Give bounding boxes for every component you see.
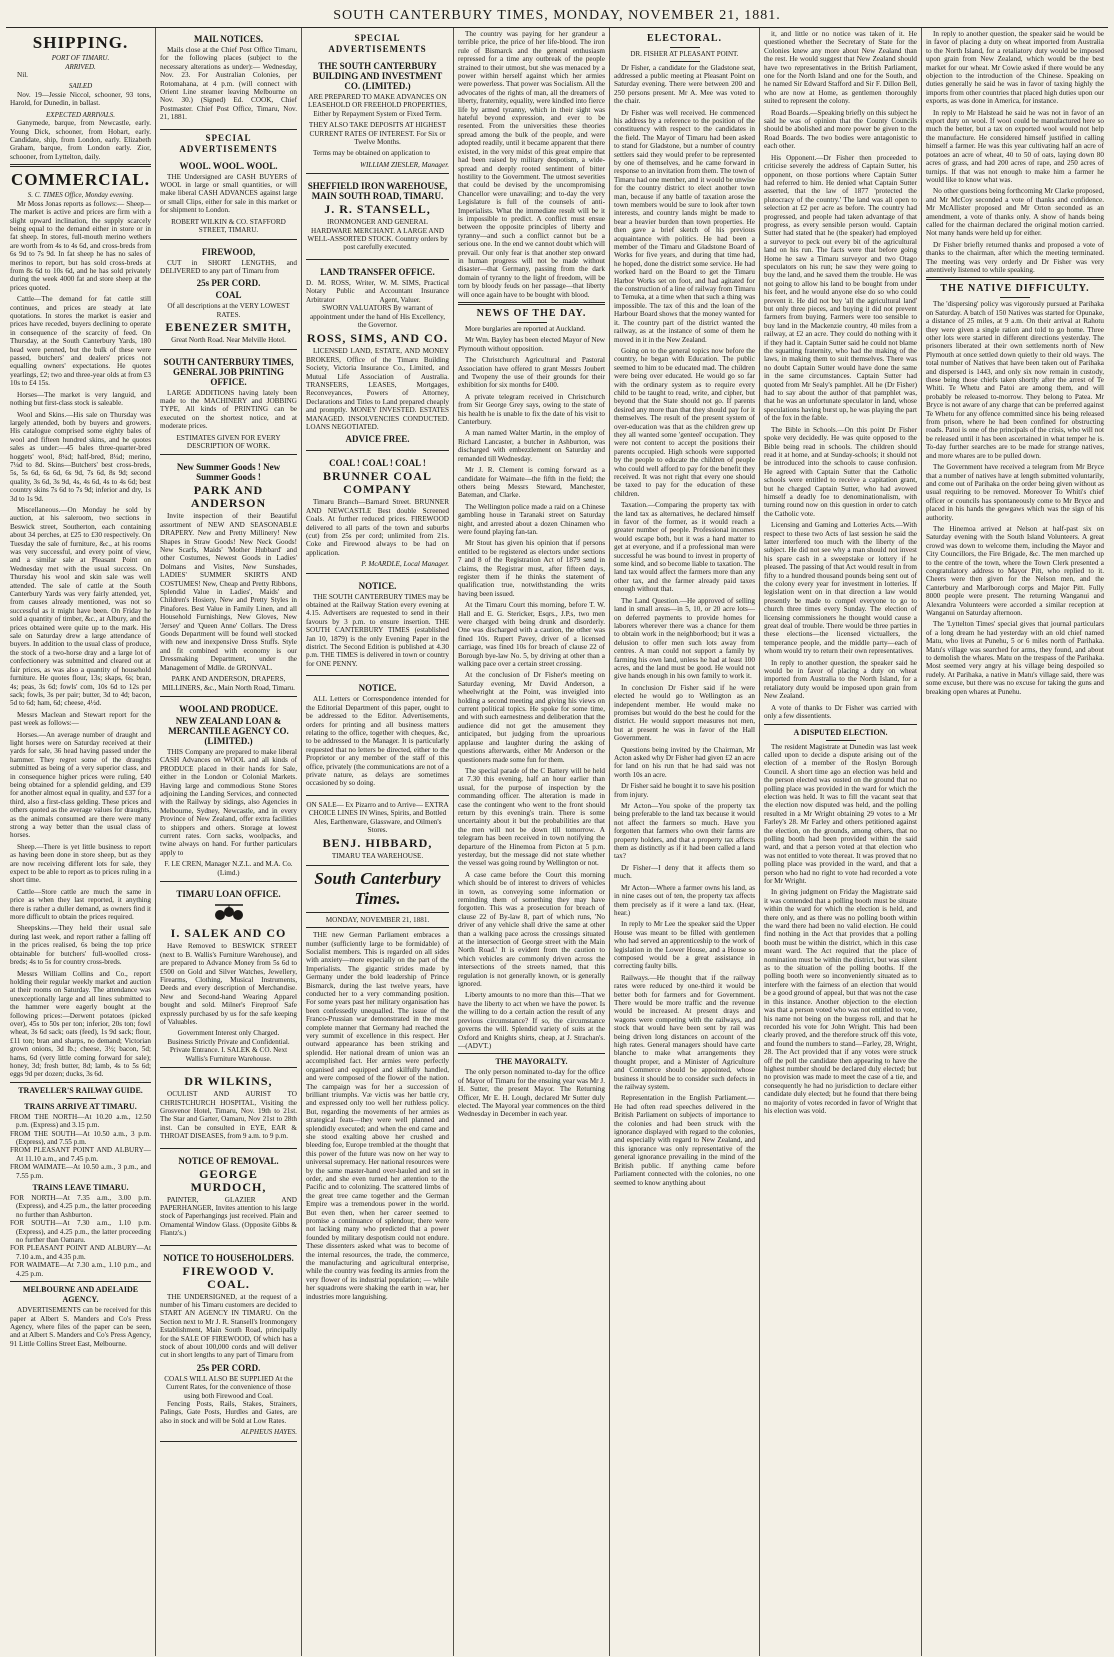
commercial-para: Miscellaneous.—On Monday he sold by auction, at his saleroom, two sections in Beswick street, Southerton, each containing about 34 perches, at £25 to £30 respectively. On Tuesday the sale of furniture, &c., at his rooms was very successful, and every point of view, and a similar sale at Pleasant Point on Wednesday met with the usual success. On Thursday his wool and skin sale was well attended. The sale of cattle at the South Canterbury Yards was very fairly attended, yet, from causes already mentioned, was not so successful as it might have been. On Friday he sold a quantity of timber, &c., at Albury, and the prices obtained were quite up to the mark. His sale on Saturday drew a large attendance of buyers. In addition to the usual class of produce, the stock of a two-horse dray and a large lot of confectionery was submitted and cleared out at fair prices, as was also a quantity of household furniture. He quotes flour, 13s; skaps, 6s; bran, 4s; peas, 3s 6d; fowls' com, 10s 6d to 12s per sack; fowls, 3s per pair; butter, 3d to 4d; bacon, 5d to 6d; ham, 6d; cheese, 4½d. bbox=[10, 505, 151, 708]
electoral-para: The Bible in Schools.—On this point Dr Fisher spoke very decidedly. He was quite opposed to the Bible being read in schools. The children should read it at home, and at Sunday-schools; it should not be introduced into the schools to cause confusion. He agreed with Captain Sutter that the Catholic schools were entitled to receive a capitation grant, but he charged Captain Sutter, who had avowed himself a deadly foe to denominationalism, with turning round now on this question in order to catch the Catholic vote. bbox=[764, 425, 917, 518]
expected-text: Ganymede, barque, from Newcastle, early. Young Dick, schooner, from Hobart, early. Candidate, ship, from London, early. Elizabeth Graham, barque, from London early. Zior, schooner, from Lyttelton, daily. bbox=[10, 119, 151, 161]
leave-line: FOR WAIMATE—At 7.30 a.m., 1.10 p.m., and 4.25 p.m. bbox=[10, 1261, 151, 1278]
sheffield-title: SHEFFIELD IRON WAREHOUSE, MAIN SOUTH ROAD, TIMARU. bbox=[307, 181, 448, 202]
sailed-label: SAILED bbox=[68, 82, 93, 91]
deposits-text: THEY ALSO TAKE DEPOSITS AT HIGHEST CURRENT RATES OF INTEREST. For Six or Twelve Months. bbox=[308, 121, 447, 147]
columns bbox=[6, 28, 1108, 1656]
disputed-para: The resident Magistrate at Dunedin was last week called upon to decide a dispute arising out of the election of a member of the Roslyn Borough Council. A short time ago an election was held and the person elected was ousted on the ground that no polling place was provided in the ward for which the election was held. It was to fill the vacant seat that the election now disputed was held, and the polling resulted in a Mr Wright obtaining 29 votes to a Mr Farley's 28. Mr Farley and others petitioned against the election, on the grounds, among others, that no polling booth had been provided within the said ward, and that a person voted at that election who was not entitled to vote thereat. It was proved that no polling place was provided in the ward, and that a person who had no right to vote had recorded a vote for Mr Wright. bbox=[764, 742, 917, 885]
divider bbox=[306, 912, 449, 913]
ebenezer-name: EBENEZER SMITH, bbox=[165, 320, 292, 335]
coal-title: COAL ! COAL ! COAL ! bbox=[329, 458, 426, 469]
news-para: Liberty amounts to no more than this—That we have the liberty to act when we have the power. Is the willing to do a certain action the result of any previous circumstance? If so, the circumstance governs the will. Splendid variety of suits at the Oxford and Knights shirts, cheap, at J. Strachan's.—(ADVT.) bbox=[458, 991, 605, 1050]
news-para: The Wellington police made a raid on a Chinese gambling house in Taranaki street on Saturday night, and arrested about a dozen Chinamen who were found playing fan-tan. bbox=[458, 502, 605, 536]
divider bbox=[306, 927, 449, 928]
melbourne-title: MELBOURNE AND ADELAIDE AGENCY. bbox=[22, 1285, 139, 1305]
electoral-para: Mr Acton—Where a farmer owns his land, as in nine cases out of ten, the property tax affects them precisely as if it were a land tax. (Hear, hear.) bbox=[614, 883, 755, 917]
divider bbox=[458, 1053, 605, 1054]
electoral-para: it, and little or no notice was taken of it. He questioned whether the Secretary of State for the Colonies knew any more about New Zealand than the rest. He would suggest that New Zealand should have two representatives in the British Parliament, one for the North Island and one for the South, and he named Sir Edward Stafford and Sir F. Dillon Bell, who are now at Home, as gentlemen thoroughly suited to represent the colony. bbox=[764, 30, 917, 106]
coal-text: Of all descriptions at the VERY LOWEST RATES. bbox=[167, 302, 290, 319]
notice-title: NOTICE. bbox=[358, 580, 397, 591]
wilkins-text: OCULIST AND AURIST TO CHRISTCHURCH HOSPITAL, Visiting the Grosvenor Hotel, Timaru, Nov. 19th to 21st. The Star and Garter, Oamaru, Nov 21st to 28th inst. Can be consulted in EYE, EAR & THROAT DISEASES, from 9 a.m. to 9 p.m. bbox=[160, 1090, 297, 1141]
valuers-text: SWORN VALUATORS By warrant of appointment under the hand of His Excellency, the Governor. bbox=[309, 304, 446, 329]
commercial-para: Wool and Skins.—His sale on Thursday was largely attended, both by buyers and growers. His catalogue comprised some eighty bales of wool and fifteen hundred skins, and he quotes sales as under:—45 bales three-quarter-bred hoggets' wool, 8¼d; half-bred, 8¼d; merino, 7¼d to 8d. Skins—Butchers' best cross-breds, 5s, 5s 6d, 6s 6d, 6s 9d, 7s 6d, 8s 9d; second quality, 3s 6d, 3s 9d, 4s, 4s 6d, 4s to 4s 6d; best country skins 7s 6d to 7s 9d; inferior and dry, 1s 3d to 1s 9d. bbox=[10, 410, 151, 503]
divider bbox=[1000, 297, 1030, 298]
building-text: ARE PREPARED TO MAKE ADVANCES ON LEASEHOLD OR FREEHOLD PROPERTIES, Either by Repayment System or Fixed Term. bbox=[308, 93, 447, 118]
news-para: Mr Stout has given his opinion that if persons entitled to be registered as electors under sections 7 and 8 of the Registration Act of 1879 send in claims, the Registrar must, after fifteen days, register them if he thinks the statement of qualification true, notwithstanding the writs having been issued. bbox=[458, 539, 605, 598]
arrive-line: FROM THE SOUTH—At 10.50 a.m., 3 p.m. (Express), and 7.55 p.m. bbox=[10, 1129, 151, 1146]
fisher-title: DR. FISHER AT PLEASANT POINT. bbox=[630, 50, 739, 58]
commercial-para: Messrs Maclean and Stewart report for the past week as follows:— bbox=[10, 710, 151, 728]
electoral-para: Licensing and Gaming and Lotteries Acts.—With respect to these two Acts of last session he said the latter interfered too much with the liberty of the subject. He did not see why a man should not invest his spare cash in a sweepstake or lottery if he pleased. The passing of that Act would result in from fifty to a hundred thousand pounds being sent out of the colony every year for investment in lotteries. If legislation went on in that direction a law would presently be made to compel everyone to go to church three times every Sunday. The election of licensing commissioners he thought would cause a great deal of trouble. There would be three parties in these elections—the licensed victuallers, the temperance people, and the middle party—each of whom would try to return their own representatives. bbox=[764, 521, 917, 656]
commercial-body bbox=[10, 200, 151, 1079]
brunner-name: BRUNNER COAL COMPANY bbox=[322, 469, 432, 497]
native-title: THE NATIVE DIFFICULTY. bbox=[940, 283, 1090, 295]
native-para: The 'dispersing' policy was vigorously pursued at Parihaka on Saturday. A batch of 150 Natives was started for Opunake, a distance of 25 miles, at 9 a.m. On their arrival at Rahotu they were given a single ration and told to go home. Three other lots were started in different directions yesterday. The prisoners liberated at their own settlements north of New Plymouth at once settled down quietly to their old ways. The total number of Natives that have been taken out of Parihaka and dispersed is 1443, and only six now remain in custody, these being those chiefs taken shortly after the arrest of Te Whiti. Te Whetu and Patoi are among them, and will probably be released to-morrow. They belong to Patea. Mr Bryce is not aware of any charge that can be preferred against Te Whetu for any offence committed since his being released from prison, where he had been confined for obstructing roads. Patoi is one of the principals of the crisis, who will not be released until it has been ascertained in what temper he is. To-day further searches are to be made for strange natives, and more whares are to be pulled down. bbox=[926, 300, 1104, 460]
special-ads-title: SPECIAL ADVERTISEMENTS bbox=[328, 33, 427, 54]
removal-title: NOTICE OF REMOVAL. bbox=[178, 1155, 279, 1166]
electoral-para: In reply to Mr Lee the speaker said the Upper House was meant to be filled with gentlemen who had served an apprenticeship to the work of legislation in the Lower House, and a House so composed would be a great assistance in correcting faulty bills. bbox=[614, 920, 755, 971]
commercial-para: Messrs William Collins and Co., report holding their regular weekly market and auction at their rooms on Saturday. The attendance was unexceptionally large and all lines submitted to the hammer were eagerly bought at the following prices:—Derwent potatoes (picked over), 45s to 50s per ton; inferior, 20s ton; fowl wheat, 3s 6d sack; oats (feed), 1s 9d sack; flour, £11 ton; bran and sharps, no demand; Victorian grown onions, 3d lb.; cheese, 3½; bacon, 5d; hams, 6d (very little coming forward for sale); honey, 3d; fresh butter, 8d; lamb, 4s to 5s 6d; eggs 9d per dozen; ducks, 3s 6d. bbox=[10, 969, 151, 1079]
wool-text: THE Undersigned are CASH BUYERS of WOOL in large or small quantities, or will make liberal CASH ADVANCES against large or small Clips, either for sale in this market or for shipment to London. bbox=[160, 172, 297, 215]
arrived-label: ARRIVED. bbox=[65, 62, 96, 71]
electoral-para: Questions being invited by the Chairman, Mr Acton asked why Dr Fisher had given £2 an acre for land on his run that he had said was not worth 10s an acre. bbox=[614, 745, 755, 779]
ross-text: LICENSED LAND, ESTATE, AND MONEY BROKERS, Office of the Timaru Building Society, Victoria Insurance Co., Limited, and Mutual Life Association of Australia. TRANSFERS, LEASES, Mortgages, Reconveyances, Powers of Attorney, Declarations and Titles to Land prepared cheaply and promptly. MONEY INVESTED. ESTATES MANAGED. INSOLVENCIES CONDUCTED. LOANS NEGOTIATED. bbox=[306, 347, 449, 431]
divider bbox=[10, 1281, 151, 1282]
nzloan-title: NEW ZEALAND LOAN & MERCANTILE AGENCY CO. (LIMITED.) bbox=[168, 715, 289, 746]
electoral-para: No other questions being forthcoming Mr Clarke proposed, and Mr McCoy seconded a vote of thanks and confidence. Mr McAllister proposed and Mr Orton seconded as an amendment, a vote of thanks only. A show of hands being called for the chairman declared the original motion carried. Not many hands were held up for either. bbox=[926, 187, 1104, 238]
sailed-text: Nov. 19—Jessie Niccol, schooner, 93 tons, Harold, for Dunedin, in ballast. bbox=[10, 90, 151, 108]
stansell-name: J. R. STANSELL, bbox=[324, 202, 431, 217]
news-para: A private telegram received in Christchurch from Sir George Grey says, owing to the state of his health he is unable to fix the date of his visit to Canterbury. bbox=[458, 392, 605, 427]
native-para: The 'Lyttelton Times' special gives that journal particulars of a long dream he had yesterday with an old chief named Matu, who lives at Punehu, 5 or 6 miles north of Parihaka. Matu's village was searched for arms, they found, and about to demolish the whares. Matu on the trespass of the Parihaka. Most seemed very angry at his village being despoiled so rudely. At Parihaka, a native in Matu's village said, there was some excuse, but there was no excuse for taking the guns and breaking open whares at Punehu. bbox=[926, 620, 1104, 696]
ebenezer-addr: Great North Road. Near Melville Hotel. bbox=[171, 336, 286, 345]
commercial-office: S. C. TIMES Office, Monday evening. bbox=[27, 191, 134, 200]
column-6 bbox=[760, 28, 922, 1656]
firewood2-text: THE UNDERSIGNED, at the request of a number of his Timaru customers are decided to START AN AGENCY IN TIMARU. On the Section next to Mr J. R. Stansell's Ironmongery Establishment, Main South Road, principally for the SALE OF FIREWOOD, Of which has a stock of about 100,000 cords and will deliver cut in short lengths to any part of Timaru from bbox=[160, 1292, 297, 1360]
land-transfer-right: W. M. SIMS, Practical Accountant Insurance Agent, Valuer. bbox=[379, 278, 449, 304]
salek-text: Have Removed to BESWICK STREET (next to B. Wallis's Furniture Warehouse), and are prepared to Advance Money from 5s 6d to £500 on Gold and Silver Watches, Jewellery, Firearms, Clothing, Musical Instruments, Deeds and every description of Merchandise. New and Second-hand Wearing Apparel bought and sold. Milner's Fireproof Safe expressly purchased by us for the safe keeping of Valuables. bbox=[160, 942, 297, 1027]
land-transfer-title: LAND TRANSFER OFFICE. bbox=[320, 266, 435, 277]
electoral-para: The Land Question.—He approved of selling land in small areas—in 5, 10, or 20 acre lots—on deferred payments to provide homes for laborers wherever there was a chance for them to obtain work in the neighborhood; but it was a delusion to offer men such lots away from centres. A man could not support a family by farming his own land, unless he had at least 100 acres, and the land must be good. He would not give hands enough in his own family to work it. bbox=[614, 596, 755, 681]
arrive-title: TRAINS ARRIVE AT TIMARU. bbox=[24, 1101, 137, 1111]
electoral-para: Dr Fisher was well received. He commenced his address by a reference to the position of the constituency with respect to the candidates in the field. The Mayor of Timaru had been asked to stand for Gladstone, but a number of country settlers said they would prefer to be represented by one of themselves, and he came forward in response to an invitation from them. The town of Timaru had one member, and it would be unwise for the country district to elect another town man, because if any battle of taxation arose the town members would be sure to look after town interests, and country lands might be made to bear a heavier burden than town properties. He then gave a brief sketch of his previous acquaintance with politics. He had been a member of the Timaru and Gladstone Board of Works for five years, and during that time had, he hoped, done the district some service. He had worked hard on the Board to get the Timaru Harbor Works set on foot, and had agitated for the construction of a line of railway from Timaru to Temuka, at a time when that such a thing was impossible. The tax of this and the loan of the Harbour Board shows that the money wanted for it. The country part of the district wanted the railway, as at the instance of some of them he moved in it in the New Zealand. bbox=[614, 108, 755, 344]
salek-interest: Government Interest only Charged. bbox=[177, 1029, 280, 1038]
park-text: Invite inspection of their Beautiful assortment of NEW AND SEASONABLE DRAPERY. New and Pretty Millinery! New Shapes in Straw Goods! New Neck Goods! New Scarfs, Maids' 'Mother Hubbard' and other Costumes, Newest Goods in Ladies' Dolmans and Visites, New Sunshades, LADIES' SUMMER SKIRTS AND COSTUMES! New, Cheap and Pretty Ribbons, Splendid Value in Ladies', Maids' and Children's Hosiery, New and Pretty Styles in Pinafores. Best Value in Family Linen, and all Household Furnishings, New Gloves, New 'Jersey' and 'Queen Anne' Collars. The Dress Goods Department will be found well stocked with new and inexpensive Dress Stuffs. Style and fit combined with economy is our Dressmaking Department, under the Management of Mdlle. de GRONVAL. bbox=[160, 512, 297, 672]
firewood-price: 25s PER CORD. bbox=[196, 278, 261, 289]
column-7 bbox=[922, 28, 1108, 1656]
notice2-ad bbox=[306, 679, 449, 795]
paper-title: South Canterbury Times. bbox=[314, 868, 441, 908]
building-sign: WILLIAM ZIESLER, Manager. bbox=[359, 160, 449, 169]
electoral-para: A vote of thanks to Dr Fisher was carried with only a few dissentients. bbox=[764, 703, 917, 721]
commercial-para: Cattle—The demand for fat cattle still continues, and prices are steady at late quotations. In stores the market is easier and prices have receded, buyers declining to operate in consequence of the scarcity of feed. On Thursday, at the South Canterbury Yards, 180 head were penned, but the bulk of these were passed, butchers' and dealers' prices not equalling owners' expectations. He quotes yearlings, £2; two and three-year olds at from £3 10s to £4 15s. bbox=[10, 295, 151, 388]
wool-sign: ROBERT WILKIN & CO. STAFFORD STREET, TIMARU. bbox=[171, 217, 286, 235]
mayoralty-text: The only person nominated to-day for the office of Mayor of Timaru for the ensuing year was Mr J. H. Sutter, the present Mayor. The Returning Officer, Mr E. H. Lough, declared Mr Sutter duly elected. The Mayoral year commences on the third Wednesday in December in each year. bbox=[458, 1068, 605, 1119]
electoral-para: Representation in the English Parliament.—He had often read speeches delivered in the British Parliament on subjects of importance to the colonies and had been struck with the ignorance displayed with regard to the colonies, and especially with regard to New Zealand, and this ignorance was only representative of the general ignorance prevailing in the mind of the British public. If anything came before Parliament connected with the colonies, no one seemed to know anything about bbox=[614, 1094, 755, 1187]
commercial-para: Cattle—Store cattle are much the same in price as when they last reported, it anything there is rather a duller demand, as owners find it more difficult to obtain the prices required. bbox=[10, 887, 151, 922]
building-society-ad bbox=[306, 57, 449, 174]
divider bbox=[458, 302, 605, 305]
hayes-ad bbox=[160, 1249, 297, 1442]
firewood2-coal: COALS WILL ALSO BE SUPPLIED At the Current Rates, for the convenience of those using both Firewood and Coal. bbox=[164, 1374, 293, 1400]
hibbard-ad bbox=[306, 799, 449, 866]
divider bbox=[764, 724, 917, 725]
electoral-title: ELECTORAL. bbox=[646, 33, 723, 44]
commercial-title: COMMERCIAL. bbox=[11, 170, 150, 190]
hibbard-name: BENJ. HIBBARD, bbox=[322, 836, 433, 851]
commercial-para: Sheepskins.—They held their usual sale during last week, and report rather a falling off in the prices realised, 6s being the top price obtainable for butchers' full-woolled cross-breds; 4s to 5s for country cross-breds. bbox=[10, 924, 151, 967]
expected-label: EXPECTED ARRIVALS. bbox=[46, 110, 115, 119]
column-3 bbox=[302, 28, 454, 1656]
mail-notices-ad bbox=[160, 30, 297, 130]
stansell-ad bbox=[306, 177, 449, 260]
notice-ad bbox=[306, 577, 449, 677]
shipping-title: SHIPPING. bbox=[32, 33, 129, 52]
salek-ad bbox=[160, 885, 297, 1068]
commercial-para: Sheep.—There is yet little business to report as having been done in store sheep, but as they are now receiving different lots for sale, they expect to be able to report as to prices ruling in a short time. bbox=[10, 842, 151, 885]
news-para: The special parade of the C Battery will be held at 7.30 this evening, half an hour earlier than usual, for the purpose of inspection by the commanding officer. The alteration is made in case the contingent who went to the front should return by this evening's train. There is some uncertainty about it but the probabilities are that the men will not be down till tomorrow. A telegram has been received in town notifying the departure of the Hinemoa from Picton at 5 p.m. yesterday, but the message did not state whether the vessel was going round by Wellington or not. bbox=[458, 766, 605, 868]
printing-ad bbox=[160, 353, 297, 456]
nzloan-text: THIS Company are prepared to make liberal CASH Advances on WOOL and all kinds of PRODUCE placed in their hands for Sale, either in the London or Colonial Markets. Having large and commodious Stone Stores adjoining the Landing Services, and connected with the Railway by sidings, also Agencies in Melbourne, Sydney, Newcastle, and in every Province of New Zealand, offer extra facilities to shippers and others. Storage at lowest current rates. Corn sacks, woolpacks, and twine always on hand. For further particulars apply to bbox=[160, 747, 297, 857]
editorial-para: The country was paying for her grandeur a terrible price, the price of her life-blood. The iron rule of Bismarck and the general enthusiasm repressed for a time any outbreak of the people strained to their utmost, but she was menaced by a power within herself against which her armies were powerless. That power was Socialism. All the advocates of the rights of man, all the dreamers of liberty, fraternity, equality, were kindled into fierce life by armed tyranny, which in their sight was hateful beyond expression, and ever to be resented. From the universities these theories spread among the bulk of the people, and were adopted readily, until it became apparent that there existed, in the very midst of this great empire that had been raised by military despotism, a wide-spread and deeply rooted sentiment of bitter hostility to the Government. The utmost severities that could be devised by the uncompromising Chancellor were unavailing; and to-day the very Legislature is full of the counsels of anti-Imperialists. What the immediate result will be it is impossible to predict. A conflict must ensue between the opposite principles of liberty and tyranny—and such a conflict cannot but be a serious one. In the end we cannot doubt which will prevail. Our only fear is that another step onward in human progress will not be made without disaster—that Germany, passing from the dark domain of tyranny to the light of freedom, will be torn by bloody feuds on her passage—that liberty will once again have to be bought with blood. bbox=[458, 30, 605, 299]
electoral-para: Dr Fisher said he bought it to save his position from injury. bbox=[614, 782, 755, 799]
news-para: A case came before the Court this morning which should be of interest to drivers of vehicles in town, as conveying some information or reminding them of something they may have forgotten. This was a prosecution for breach of clause 22 of By-law 8, part of which runs, 'No driver of any vehicle shall drive the same at other than a walking pace across the crossings situated at the intersection of George street with the Main North Road.' It is evident from the caution to which vehicles are commonly driven across the intersections of the streets named, that this regulation is not generally known, or is generally ignored. bbox=[458, 870, 605, 989]
column-5 bbox=[610, 28, 760, 1656]
news-para: The Christchurch Agricultural and Pastoral Association have offered to grant Messrs Joubert and Twopeny the use of their grounds for their exhibition for six months for £400. bbox=[458, 356, 605, 390]
editorial-para: THE new German Parliament embraces a number (sufficiently large to be formidable) of Socialist members. This is regarded on all sides with anxiety—more especially on the part of the Imperialists. The gigantic strides made by Germany under the bold leadership of Prince Bismarck, during the last twelve years, have conducted her to a very commanding position. For some years past her military organisation has been confessedly unequalled. The issue of the Franco-Prussian war demonstrated in the most complete manner that Germany had reached the very summit of excellence in this respect. Her outward appearance has been striking and splendid. Her national dream of union was an accomplished fact. Her armies were perfectly organised and equipped and skilfully handled, and were composed of the flower of the nation. The campaign was for her a succession of brilliant triumphs. Væ victis was her battle cry, and expressed only too well her ruthless policy. But, regarding the movements of her armies as strategical feats—they were well planned and splendidly executed; and when the end came and she stood exalting above her crushed and bleeding foe, Europe trembled at the thought that this power of the future was now on her way to universal supremacy. Her national resources were by the same master-hand over-hauled and set in order, and she even turned her attention to the Pacific and to colonizing. The scattered limbs of the great tree came together and the German Empire was a tremendous power in the world. But even then, when her career seemed to promise a continuance of splendour, there were not lacking many who predicted that a power founded by military despotism could not endure. These dissenters asked what was to become of the internal resources, the trade, the commerce, the manufacturing and agricultural enterprise, while the country was feeding its armies from the very flower of its industrial population; — while her squadrons were shaking the earth in war, her industries more languishing. bbox=[306, 931, 449, 1301]
printing-text: LARGE ADDITIONS having lately been made to the MACHINERY and JOBBING TYPE, All kinds of PRINTING can be executed on the shortest notice, and at moderate prices. bbox=[160, 388, 297, 431]
wool-head: WOOL. WOOL. WOOL. bbox=[179, 160, 278, 171]
port-title: PORT OF TIMARU. bbox=[51, 54, 110, 62]
electoral-para: His Opponent.—Dr Fisher then proceeded to criticise severely the address of Captain Sutter, his opponent, on those portions where Captain Sutter had referred to him. He denied what Captain Sutter asserted, that the law of 1877 'protected the plutocracy of the country.' The land was all open to selection at £2 per acre as before. The country had progressed, and people had taken advantage of that progress, as every sensible person would. Captain Sutter had stated that he (the speaker) had employed a surveyor to peck out every bit of the agricultural land on his run. The facts were that before going Home he saw a Timaru surveyor and two Otago speculators on his run; he saw they were going to buy the land, and he saved them the trouble. He was not going to allow his land to be bought from under his feet, and he would anyone else do so who could prevent it. He did not buy 'all the agricultural land' but only three pieces, and buying it did not prevent farmers from buying. Farmers were too sensible to buy land in the Mackenzie country, 40 miles from a railway, at £2 an acre. They could do nothing with it if they had it. Captain Sutter said he could not blame the squatting fraternity, who had the making of the laws, in making them to suit themselves. There was no doubt Captain Sutter would have done the same in the same circumstances. Captain Sutter had quoted from Mr Sealy's pamphlet. All he (Dr Fisher) had to say about the author of that pamphlet was, that he was an unfortunate speculator in land, whose speculations having burst up, he was playing the part of the fox in the fable. bbox=[764, 153, 917, 423]
electoral-para: In reply to Mr Halstead he said he was not in favor of an export duty on wool. If wool could be manufactured here so much the better, but a tax on exported wool would not help the manufacture. He considered himself justified in calling himself a farmer. He was this year cultivating half an acre of potatoes an acre of wheat, 40 to 50 of oats, laying down 80 acres of grass, and had 200 acres of rape, and 250 acres of turnips. If that was not enough to make him a farmer he would like to know what was. bbox=[926, 108, 1104, 184]
news-para: A man named Walter Martin, in the employ of Richard Lancaster, a butcher in Ashburton, was discharged with embezzlement on Saturday and remanded till Wednesday. bbox=[458, 429, 605, 463]
mail-title: MAIL NOTICES. bbox=[193, 34, 264, 44]
divider bbox=[670, 47, 700, 48]
column-1 bbox=[6, 28, 156, 1656]
park-sign: PARK AND ANDERSON, DRAPERS, MILLINERS, &c., Main North Road, Timaru. bbox=[162, 675, 295, 692]
divider bbox=[926, 277, 1104, 280]
column-4 bbox=[454, 28, 610, 1656]
brunner-text: Timaru Branch—Barnard Street. BRUNNER AND NEWCASTLE Best double Screened Coals. At further reduced prices. FIREWOOD delivered to all parts of the town and suburbs (cut) from 25s per cord; unlimited from 21s. Coke and Firewood always to be had on application. bbox=[306, 498, 449, 557]
leave-line: FOR NORTH—At 7.35 a.m., 3.00 p.m. (Express), and 4.25 p.m., the latter proceeding no further than Ashburton. bbox=[10, 1194, 151, 1219]
electoral-para: Railways.—He thought that if the railway rates were reduced by one-third it would be better both for farmers and for Government. There would be more traffic and the revenue would be increased. At present drays and wagons were competing with the railways, and stock that would have been sent by rail was being driven long distances on account of the high rates. General managers should have carte blanche to make what arrangements they thought proper, and a Minister of Agriculture and Commerce should be appointed, whose business it should be to consider such defects in the railway system. bbox=[614, 973, 755, 1092]
wilkins-ad bbox=[160, 1071, 297, 1148]
electoral-para: Dr Fisher, a candidate for the Gladstone seat, addressed a public meeting at Pleasant Point on Saturday evening. There were between 200 and 250 persons present. Mr A. Mee was voted to the chair. bbox=[614, 63, 755, 106]
park-anderson-ad bbox=[160, 458, 297, 697]
special-ads-title: SPECIAL ADVERTISEMENTS bbox=[179, 132, 278, 154]
nzloan-ad bbox=[160, 700, 297, 882]
pawnbroker-balls-icon bbox=[160, 903, 297, 925]
brunner-sign: P. McARDLE, Local Manager. bbox=[361, 560, 449, 569]
paper-date: MONDAY, NOVEMBER 21, 1881. bbox=[325, 915, 430, 924]
mail-text: Mails close at the Chief Post Office Timaru, for the following places (subject to the necessary alterations as under):— Wednesday, Nov. 23. For Australian Colonies, per Rotomahana, at 4 p.m. (will connect with Orient Line steamer leaving Melbourne on Nov. 30.) (Signed) Ed. COOK, Chief Postmaster. Chief Post Office, Timaru, Nov. 21, 1881. bbox=[160, 46, 297, 122]
arrive-list bbox=[10, 1113, 151, 1180]
arrive-line: FROM WAIMATE—At 10.50 a.m., 3 p.m., and 7.55 p.m. bbox=[10, 1163, 151, 1180]
wilkins-name: DR WILKINS, bbox=[184, 1074, 273, 1089]
electoral-para: In conclusion Dr Fisher said if he were elected he would go to Wellington as an independent member. He would make no promises but would do the best he could for the district. He would support measures not men, but at present he was in favor of the Hall Government. bbox=[614, 683, 755, 743]
commercial-para: Horses—The market is very languid, and nothing but first-class stock is saleable. bbox=[10, 390, 151, 408]
printing-title: SOUTH CANTERBURY TIMES, GENERAL JOB PRINTING OFFICE. bbox=[163, 356, 294, 387]
land-transfer-left: D. M. ROSS, Writer, Notary Public and Arbitrator bbox=[306, 278, 376, 304]
divider bbox=[10, 164, 151, 167]
firewood-text: CUT in SHORT LENGTHS, and DELIVERED to any part of Timaru from bbox=[160, 258, 297, 275]
commercial-para: Horses.—An average number of draught and light horses were on Saturday received at their yards for sale, 36 head having passed under the hammer. They regret some of the draughts submitted as being of a very superior class, and in consequence higher prices were ruling, £40 being obtained for a splendid gelding, and £39 for another almost equal in quality, and £37 for a third, also a first-class gelding. These prices and others quoted as the average values for draughts, as the animals consumed are there were many strong a way better than the usual class of horses. bbox=[10, 730, 151, 840]
electoral-para: Taxation.—Comparing the property tax with the land tax as alternatives, he declared himself in favor of the former, as it would reach a greater number of people. Professional incomes would escape both, but it was a hard matter to get at everyone, and if a professional man were successful he was bound to invest in property of some kind, and so become liable to taxation. The land tax would affect the farmers more than any other tax, and the farmer already paid taxes enough without that. bbox=[614, 501, 755, 594]
leave-list bbox=[10, 1194, 151, 1278]
park-name: PARK AND ANDERSON bbox=[190, 483, 267, 511]
commercial-para: Mr Moss Jonas reports as follows:— Sheep—The market is active and prices are firm with a slight upward inclination, the supply scarcely being equal to the demand either in store or in fat sheep. In stores, full-mouth merino wethers are worth from 4s to 4s 6d, and cross-breds from 6s 9d to 7s 9d. In fat sheep he has no sales of merinos to report, but has sold cross-breds at from 8s 6d to 10s 6d, and he has sold privately during the week 4000 fat and store sheep at the prices quoted. bbox=[10, 199, 151, 292]
wool-produce-title: WOOL AND PRODUCE. bbox=[179, 703, 278, 714]
firewood2-fencing: Fencing Posts, Rails, Stakes, Strainers, Palings, Gate Posts, Hurdles and Gates, are also in stock and will be Sold at Low Rates. bbox=[160, 1400, 297, 1425]
leave-line: FOR SOUTH—At 7.30 a.m., 1.10 p.m. (Express), and 4.25 p.m., the latter proceeding no further than Oamaru. bbox=[10, 1219, 151, 1245]
building-title: THE SOUTH CANTERBURY BUILDING AND INVESTMENT CO. (LIMITED.) bbox=[312, 61, 443, 91]
electoral-para: Dr Fisher—I deny that it affects them so much. bbox=[614, 863, 755, 881]
news-para: At the Timaru Court this morning, before T. W. Hall and E. G. Stericker, Esqrs., J.P.s, two men were charged with being drunk and disorderly. One was discharged with a caution, the other was fined 10s. Rupert Pavey, driver of a licensed carriage, was fined 10s for breach of clause 22 of Borough bye-law No. 5, by driving at other than a walking pace over a certain street crossing. bbox=[458, 601, 605, 669]
advice-free: ADVICE FREE. bbox=[345, 434, 410, 445]
electoral-para: Mr Acton—You spoke of the property tax being preferable to the land tax because it would not affect the farmers so much. Have you forgotten that farmers who own their farms are property holders, and that a property tax affects them as distinctly as if it had been called a land tax? bbox=[614, 802, 755, 861]
masthead: SOUTH CANTERBURY TIMES, MONDAY, NOVEMBER 21, 1881. bbox=[6, 6, 1108, 28]
salek-name: I. SALEK AND CO bbox=[170, 926, 287, 941]
divider bbox=[66, 1098, 96, 1099]
salek-business: Business Strictly Private and Confidential. bbox=[167, 1037, 290, 1046]
news-para: Mr J. R. Clement is coming forward as a candidate for Waimate—the fifth in the field; the others being Messrs Steward, Manchester, Bateman, and Clarke. bbox=[458, 466, 605, 500]
disputed-para: In giving judgment on Friday the Magistrate said it was contended that a polling booth must be situate within the ward for which the election is held, and there only, and as there was no polling booth within the ward there had been no valid election. He could find nothing in the Act that provides that a polling booth must be within the district, which in this case meant ward. The Act required that the place of nomination must be within the district, but was silent as to the situation of the polling booths. If the polling booth were so inconveniently situated as to interfere with the fairness of an election that would be a good ground of appeal, but that was not the case in this instance. Another objection to the election was that a person voted who was not entitled to vote, his name not being on the burgess roll, and that he recorded his vote for John Wright. This had been clearly proved, and the therefore struck off this vote, and found the numbers to stand—Farley, 28, Wright, 28. The Act provided that if any votes were struck off the poll the candidate then appearing to have the highest number should be declared duly elected; but no provision was made to meet the case of a tie, and consequently he had no jurisdiction to declare either candidate duly elected; but he found that there being no majority of votes recorded in favor of Wright that his election was void. bbox=[764, 888, 917, 1115]
divider bbox=[826, 740, 856, 741]
native-para: The Hinemoa arrived at Nelson at half-past six on Saturday evening with the South Island Volunteers. A great crowd was down to welcome them, including the Mayor and City Councillors, the Fire Brigade, &c. The men marched up to the centre of the town, where the Town Clerk presented a congratulatory address to Mayor Pitt, who replied to it. Cheers were then given for the Nelson men, and the Canterbury and Marlborough corps and Major Pitt. Fully 8000 people were present. The returning Wanganui and Alexandra Volunteers were accorded a similar reception at Wanganui on Saturday afternoon. bbox=[926, 524, 1104, 617]
timaru-loan-title: TIMARU LOAN OFFICE. bbox=[176, 889, 281, 899]
news-para: More burglaries are reported at Auckland. bbox=[465, 325, 586, 333]
divider bbox=[10, 1082, 151, 1083]
firewood-head: FIREWOOD, bbox=[201, 246, 256, 257]
nzloan-sign: F. LE CREN, Manager N.Z.L. and M.A. Co. (Limd.) bbox=[164, 860, 293, 877]
travellers-title: TRAVELLER'S RAILWAY GUIDE. bbox=[18, 1085, 143, 1095]
electoral-para: Dr Fisher briefly returned thanks and proposed a vote of thanks to the chairman, after which the meeting terminated. The meeting was very orderly and Dr Fisher was very attentively listened to while speaking. bbox=[926, 240, 1104, 274]
firewood2-sign: ALPHEUS HAYES. bbox=[241, 1428, 297, 1437]
divider bbox=[517, 322, 547, 323]
arrive-line: FROM PLEASANT POINT AND ALBURY—At 11.10 a.m., and 7.45 p.m. bbox=[10, 1146, 151, 1163]
onsale-text: ON SALE— Ex Pizarro and to Arrive— EXTRA CHOICE LINES IN Wines, Spirits, and Bottled Ales, Earthenware, Glassware, and Oilmen's Stores. bbox=[306, 800, 449, 834]
news-para: At the conclusion of Dr Fisher's meeting on Saturday evening, Mr David Anderson, a wheelwright at the Point, was inveigled into holding a second meeting and giving his views on current political topics. He spoke for some time, and with such earnestness and deliberation that the audience did not get the amusement they anticipated, but judging from the uproarious applause and laughter during the asking of questions afterwards, either Mr Anderson or the questioners made some fun for them. bbox=[458, 671, 605, 764]
householders-title: NOTICE TO HOUSEHOLDERS. bbox=[163, 1252, 294, 1263]
ross-name: ROSS, SIMS, AND CO. bbox=[306, 331, 449, 346]
firewood-ad bbox=[160, 243, 297, 350]
notice2-title: NOTICE. bbox=[358, 683, 397, 694]
arrive-line: FROM THE NORTH—At 10.20 a.m., 12.50 p.m. (Express) and 3.15 p.m. bbox=[10, 1112, 151, 1130]
printing-estimates: ESTIMATES GIVEN FOR EVERY DESCRIPTION OF WORK. bbox=[176, 433, 281, 450]
murdoch-name: GEORGE MURDOCH, bbox=[190, 1166, 267, 1194]
wool-ad bbox=[160, 157, 297, 240]
leave-line: FOR PLEASANT POINT AND ALBURY—At 7.10 a.m., and 4.35 p.m. bbox=[10, 1244, 151, 1261]
coal-head: COAL bbox=[215, 290, 242, 301]
notice2-text: ALL Letters or Correspondence intended for the Editorial Department of this paper, ought to be addressed to the Editor. Advertisements, orders for printing and all business matters relating to the office, together with cheques, &c, to be addressed to the Manager. It is particularly requested that no letters be directed, either to the Proprietor or any member of the staff of this office, privately (the communications are not of a private nature, as delays are sometimes occasioned by so doing. bbox=[306, 695, 449, 788]
electoral-para: Road Boards.—Speaking briefly on this subject he said he was of opinion that the County Councils should be abolished and more power be given to the Road Boards. The two bodies were antagonistic to each other. bbox=[764, 108, 917, 151]
mayoralty-title: THE MAYORALTY. bbox=[495, 1057, 568, 1067]
electoral-para: In reply to another question, the speaker said he would be in favor of placing a duty on wheat imported from Australia to the North Island, for a retaliatory duty would be imposed upon grain from New Zealand. bbox=[764, 658, 917, 701]
summer-title: New Summer Goods ! New Summer Goods ! bbox=[176, 462, 281, 483]
native-para: The Government have received a telegram from Mr Bryce that a number of natives have at length submitted voluntarily, and come out of Parihaka on the order being given without as usual requiring to be removed. Moreover To Whiti's chief officer or councils has spontaneously come to Mr Bryce and placed in his hands the gewgaws which was the sign of his authority. bbox=[926, 463, 1104, 522]
land-transfer-partners bbox=[306, 279, 449, 304]
land-transfer-ad bbox=[306, 263, 449, 452]
divider bbox=[670, 61, 700, 62]
hibbard-addr: TIMARU TEA WAREHOUSE. bbox=[331, 852, 424, 861]
leave-title: TRAINS LEAVE TIMARU. bbox=[32, 1183, 129, 1193]
electoral-para: Going on to the general topics now before the country, he began with Education. The public seemed to him to be educated mad. The children were being over educated. He would go so far with the ordinary system as to require every child to be taught to read, write, and cipher, but beyond that the State should not go. If parents desired any more than that they should pay for it themselves. The result of the present system of over-education was that as the children grew up they all wanted some 'genteel' occupation. They were not content to accept the positions their parents occupied. High schools were supported by the people to educate the children of people who could well afford to pay for the benefit they received. It was not right that every one should be taxed to pay for the education of these children. bbox=[614, 346, 755, 498]
disputed-title: A DISPUTED ELECTION. bbox=[793, 727, 888, 737]
melbourne-text: ADVERTISEMENTS can be received for this paper at Albert S. Manders and Co's Press Agency, where files of the paper can be seen, and at Albert S. Manders and Co's Press Agency, 91 Little Collins Street East, Melbourne. bbox=[10, 1306, 151, 1348]
news-title: NEWS OF THE DAY. bbox=[476, 308, 587, 319]
notice-text: THE SOUTH CANTERBURY TIMES may be obtained at the Railway Station every evening at 4.15. Advertisers are requested to send in their favours by 3 p.m. to ensure insertion. THE SOUTH CANTERBURY TIMES (established Jan 10, 1879) is the only Evening Paper in the district. The Second Edition is published at 4.30 p.m. THE TIMES is delivered in town or country for ONE PENNY. bbox=[306, 592, 449, 668]
firewood2-price: 25s PER CORD. bbox=[196, 1362, 261, 1373]
firewood2-title: FIREWOOD V. COAL. bbox=[182, 1263, 275, 1291]
stansell-text: IRONMONGER AND GENERAL HARDWARE MERCHANT. A LARGE AND WELL-ASSORTED STOCK. Country orders by post carefully executed. bbox=[307, 218, 448, 252]
building-terms: Terms may be obtained on application to bbox=[313, 149, 431, 158]
salek-entrance: Private Entrance. I. SALEK & CO. Next Wallis's Furniture Warehouse. bbox=[169, 1046, 288, 1063]
murdoch-ad bbox=[160, 1152, 297, 1246]
column-2 bbox=[156, 28, 302, 1656]
electoral-para: In reply to another question, the speaker said he would be in favor of placing a duty on wheat imported from Australia to the North Island, for a retaliatory duty would be imposed upon grain from New Zealand, which would be the best market for our wheat. Mr Cowie asked if there would be any objection to the introduction of the Chinese. Speaking on duties generally he said he was in favor of taxing highly the imports from other countries that placed high duties upon our exports, as was done in America, for instance. bbox=[926, 30, 1104, 106]
arrived-text: Nil. bbox=[17, 71, 28, 79]
murdoch-text: PAINTER, GLAZIER AND PAPERHANGER, Invites attention to his large stock of Paperhangings just received. Plain and Ornamental Window Glass. (Opposite Gibbs & Flantz's.) bbox=[160, 1195, 297, 1238]
news-para: Mr Wm. Bayley has been elected Mayor of New Plymouth without opposition. bbox=[458, 336, 605, 353]
brunner-ad bbox=[306, 454, 449, 573]
